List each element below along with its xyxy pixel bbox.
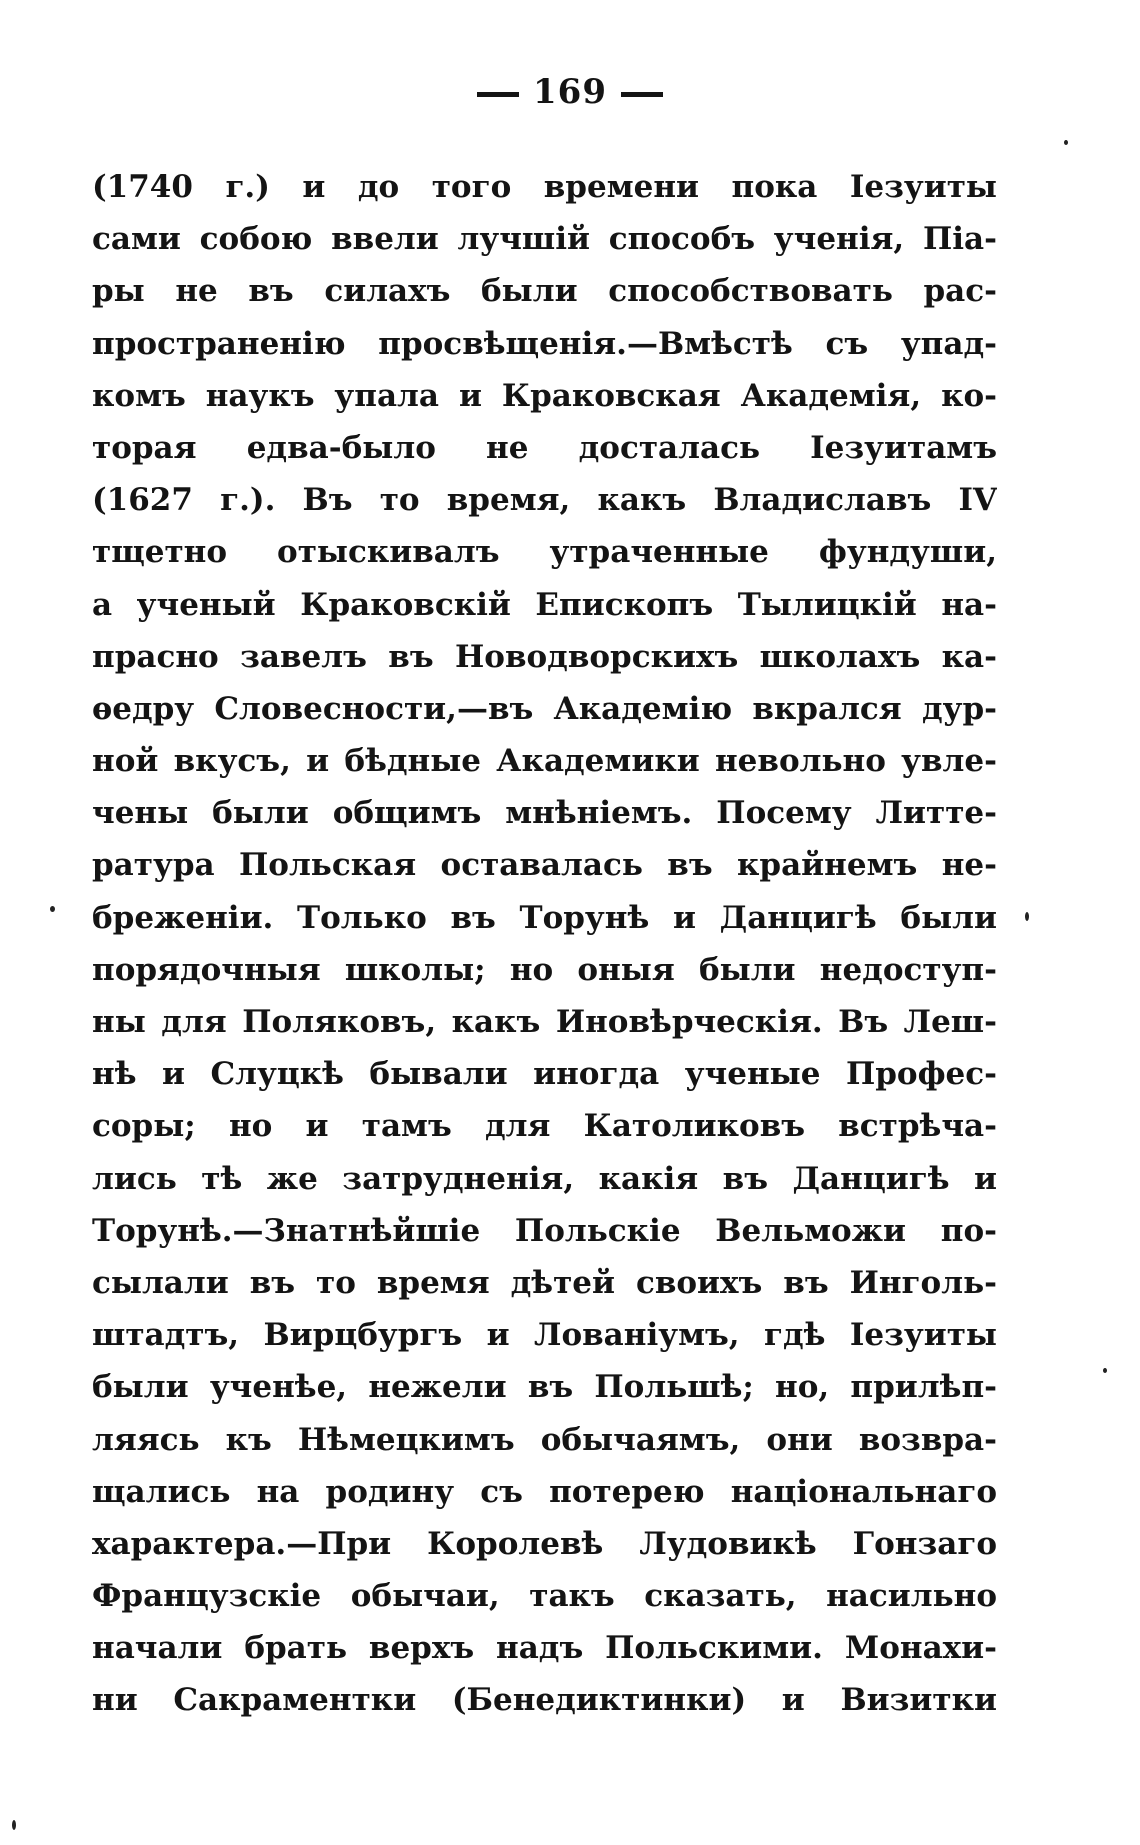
scan-speck bbox=[50, 906, 55, 912]
text-line: Французскіе обычаи, такъ сказать, насильно bbox=[92, 1578, 997, 1615]
scan-speck bbox=[1103, 1368, 1107, 1373]
text-line: а ученый Краковскій Епископъ Тылицкій на- bbox=[92, 586, 997, 623]
text-line: были ученѣе, нежели въ Польшѣ; но, прилѣп- bbox=[92, 1369, 997, 1406]
left-dash bbox=[477, 92, 519, 97]
text-line: сылали въ то время дѣтей своихъ въ Инголь- bbox=[92, 1264, 997, 1301]
text-line: соры; но и тамъ для Католиковъ встрѣча- bbox=[92, 1108, 997, 1145]
text-line: тщетно отыскивалъ утраченные фундуши, bbox=[92, 534, 997, 571]
text-line: сами собою ввели лучшій способъ ученія, Піа- bbox=[92, 221, 997, 258]
text-line: чены были общимъ мнѣніемъ. Посему Литте- bbox=[92, 795, 997, 832]
text-line: ной вкусъ, и бѣдные Академики невольно увле- bbox=[92, 743, 997, 780]
text-line: (1627 г.). Въ то время, какъ Владиславъ IV bbox=[92, 482, 997, 519]
text-line: лись тѣ же затрудненія, какія въ Данцигѣ и bbox=[92, 1160, 997, 1197]
text-line: бреженіи. Только въ Торунѣ и Данцигѣ были bbox=[92, 899, 997, 936]
scan-speck bbox=[12, 1820, 16, 1830]
text-line: характера.—При Королевѣ Лудовикѣ Гонзаго bbox=[92, 1525, 997, 1562]
text-line: штадтъ, Вирцбургъ и Лованіумъ, гдѣ Іезуиты bbox=[92, 1317, 997, 1354]
text-line: ляясь къ Нѣмецкимъ обычаямъ, они возвра- bbox=[92, 1421, 997, 1458]
text-line: комъ наукъ упала и Краковская Академія, ко- bbox=[92, 377, 997, 414]
text-line: порядочныя школы; но оныя были недоступ- bbox=[92, 951, 997, 988]
page-number: 169 bbox=[533, 72, 607, 112]
text-line: ны для Поляковъ, какъ Иновѣрческія. Въ Леш- bbox=[92, 1004, 997, 1040]
scan-speck bbox=[1025, 912, 1029, 921]
text-line: ѳедру Словесности,—въ Академію вкрался дур- bbox=[92, 690, 997, 727]
text-line: ни Сакраментки (Бенедиктинки) и Визитки bbox=[92, 1682, 997, 1719]
text-line: ратура Польская оставалась въ крайнемъ не- bbox=[92, 847, 997, 884]
text-line: прасно завелъ въ Новодворскихъ школахъ ка- bbox=[92, 638, 997, 675]
text-line: пространенію просвѣщенія.—Вмѣстѣ съ упад- bbox=[92, 325, 997, 362]
text-line: начали брать верхъ надъ Польскими. Монахи- bbox=[92, 1630, 997, 1667]
scan-speck bbox=[1064, 140, 1068, 145]
text-line: ры не въ силахъ были способствовать рас- bbox=[92, 273, 997, 310]
text-line: нѣ и Слуцкѣ бывали иногда ученые Профес- bbox=[92, 1056, 997, 1093]
text-line: торая едва-было не досталась Іезуитамъ bbox=[92, 429, 997, 466]
text-line: (1740 г.) и до того времени пока Іезуиты bbox=[92, 169, 997, 205]
text-line: щались на родину съ потерею національнаго bbox=[92, 1473, 997, 1510]
text-line: Торунѣ.—Знатнѣйшіе Польскіе Вельможи по- bbox=[92, 1212, 997, 1249]
right-dash bbox=[621, 92, 663, 97]
page-header bbox=[0, 72, 1140, 112]
body-text bbox=[92, 161, 997, 1727]
